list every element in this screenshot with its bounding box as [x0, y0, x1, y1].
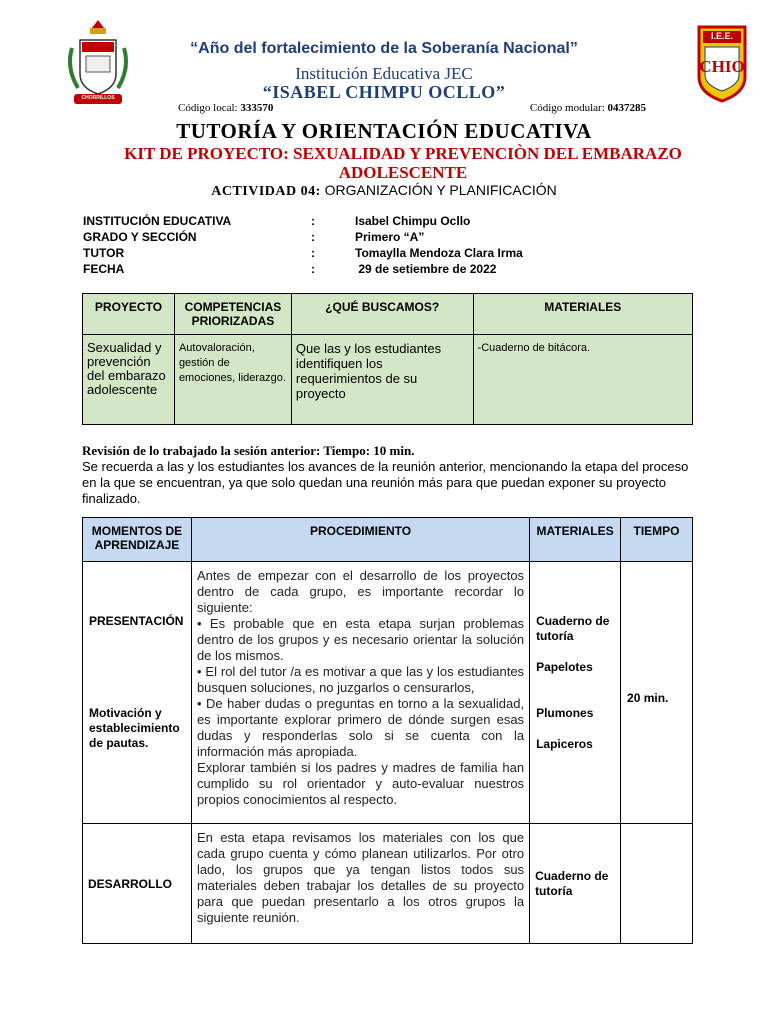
col-header-time: TIEMPO	[621, 518, 693, 562]
school-codes	[178, 102, 646, 114]
modular-code: Código modular: 0437285	[529, 102, 646, 114]
material-item: Papelotes	[536, 660, 593, 674]
activity-title	[0, 182, 768, 200]
col-header-moments: MOMENTOS DE APRENDIZAJE	[83, 518, 192, 562]
material-item: Cuaderno de tutoría	[536, 614, 610, 643]
presentation-moment-cell	[83, 562, 192, 824]
moments-table-header	[83, 518, 693, 562]
info-row-date: FECHA : 29 de setiembre de 2022	[83, 262, 497, 276]
material-item: Lapiceros	[536, 737, 593, 751]
development-moment-cell	[83, 824, 192, 944]
info-row-institution: INSTITUCIÓN EDUCATIVA : Isabel Chimpu Ocllo	[83, 214, 471, 228]
procedure-paragraph: En esta etapa revisamos los materiales con los que cada grupo cuenta y cómo planean utilizarlos. Por otro lado, los grupos que ya tengan listos todos sus materiales deben trabajar los detalles de su proyecto para que puedan presentarlo a los otros grupos la siguiente reunión.	[196, 830, 525, 925]
procedure-paragraph: Explorar también si los padres y madres de familia han cumplido su rol orientador y auto-evaluar nuestros propios conocimientos al respecto.	[196, 760, 525, 807]
col-header-materials: MATERIALES	[473, 294, 692, 335]
presentation-label: PRESENTACIÓN	[89, 614, 184, 628]
school-name: “ISABEL CHIMPU OCLLO”	[262, 82, 506, 102]
review-body: Se recuerda a las y los estudiantes los avances de la reunión anterior, mencionando la etapa del proceso en la que se encuentran, ya que solo quedan una reunión más para que puedan exponer su proyecto finalizado.	[82, 459, 689, 506]
presentation-procedure-cell	[191, 562, 529, 824]
col-header-goal: ¿QUÉ BUSCAMOS?	[291, 294, 473, 335]
info-row-tutor: TUTOR : Tomaylla Mendoza Clara Irma	[83, 246, 523, 260]
procedure-bullet: • El rol del tutor /a es motivar a que las y los estudiantes busquen soluciones, no juzgarlos o censurarlos,	[196, 664, 525, 695]
local-code: Código local: 333570	[178, 102, 274, 114]
chio-logo-top: I.E.E.	[710, 31, 733, 41]
project-table	[82, 293, 693, 425]
crest-ribbon-text: CHORRILLOS	[81, 95, 115, 101]
col-header-procedure: PROCEDIMIENTO	[191, 518, 529, 562]
session-info	[83, 213, 533, 277]
chio-logo-text: CHIO	[699, 57, 745, 76]
col-header-competencies: COMPETENCIAS PRIORIZADAS	[174, 294, 291, 335]
institution-name: Institución Educativa JEC	[295, 64, 473, 83]
review-title: Revisión de lo trabajado la sesión anterior: Tiempo: 10 min.	[82, 443, 415, 458]
procedure-bullet: • De haber dudas o preguntas en torno a la sexualidad, es importante explorar primero de dónde surgen esas dudas y responderlas solo si se cuenta con la información más apropiada.	[196, 696, 525, 759]
time-value: 20 min.	[627, 691, 669, 705]
development-materials-cell	[530, 824, 621, 944]
procedure-bullet: • Es probable que en esta etapa surjan problemas dentro de los grupos y es necesario orientar la solución de los mismos.	[196, 616, 525, 663]
project-table-header	[83, 294, 693, 335]
competencies-cell: Autovaloración, gestión de emociones, liderazgo.	[174, 335, 291, 425]
presentation-time-cell	[621, 562, 693, 824]
info-row-grade: GRADO Y SECCIÓN : Primero “A”	[83, 230, 425, 244]
presentation-materials-cell	[530, 562, 621, 824]
procedure-paragraph: Antes de empezar con el desarrollo de los proyectos dentro de cada grupo, es importante recordar lo siguiente:	[196, 568, 525, 615]
col-header-materials: MATERIALES	[530, 518, 621, 562]
project-cell: Sexualidad y prevención del embarazo adolescente	[83, 335, 175, 425]
development-procedure-cell	[191, 824, 529, 944]
page-title: TUTORÍA Y ORIENTACIÓN EDUCATIVA	[176, 119, 592, 143]
activity-label: ACTIVIDAD 04:	[211, 184, 321, 199]
col-header-project: PROYECTO	[83, 294, 175, 335]
material-item: Plumones	[536, 706, 594, 720]
activity-text: ORGANIZACIÓN Y PLANIFICACIÓN	[324, 182, 557, 198]
development-label: DESARROLLO	[88, 876, 172, 891]
material-item: Cuaderno de tutoría	[535, 868, 609, 898]
presentation-sublabel: Motivación y establecimiento de pautas.	[89, 706, 180, 750]
development-time-cell	[621, 824, 693, 944]
kit-title: KIT DE PROYECTO: SEXUALIDAD Y PREVENCIÒN DEL EMBARAZO ADOLESCENTE	[124, 144, 682, 182]
materials-cell: -Cuaderno de bitácora.	[473, 335, 692, 425]
year-motto: “Año del fortalecimiento de la Soberanía Nacional”	[190, 40, 578, 57]
goal-cell: Que las y los estudiantes identifiquen los requerimientos de su proyecto	[291, 335, 473, 425]
table-row	[83, 335, 693, 425]
table-row	[83, 562, 693, 824]
moments-table	[82, 517, 693, 944]
table-row	[83, 824, 693, 944]
